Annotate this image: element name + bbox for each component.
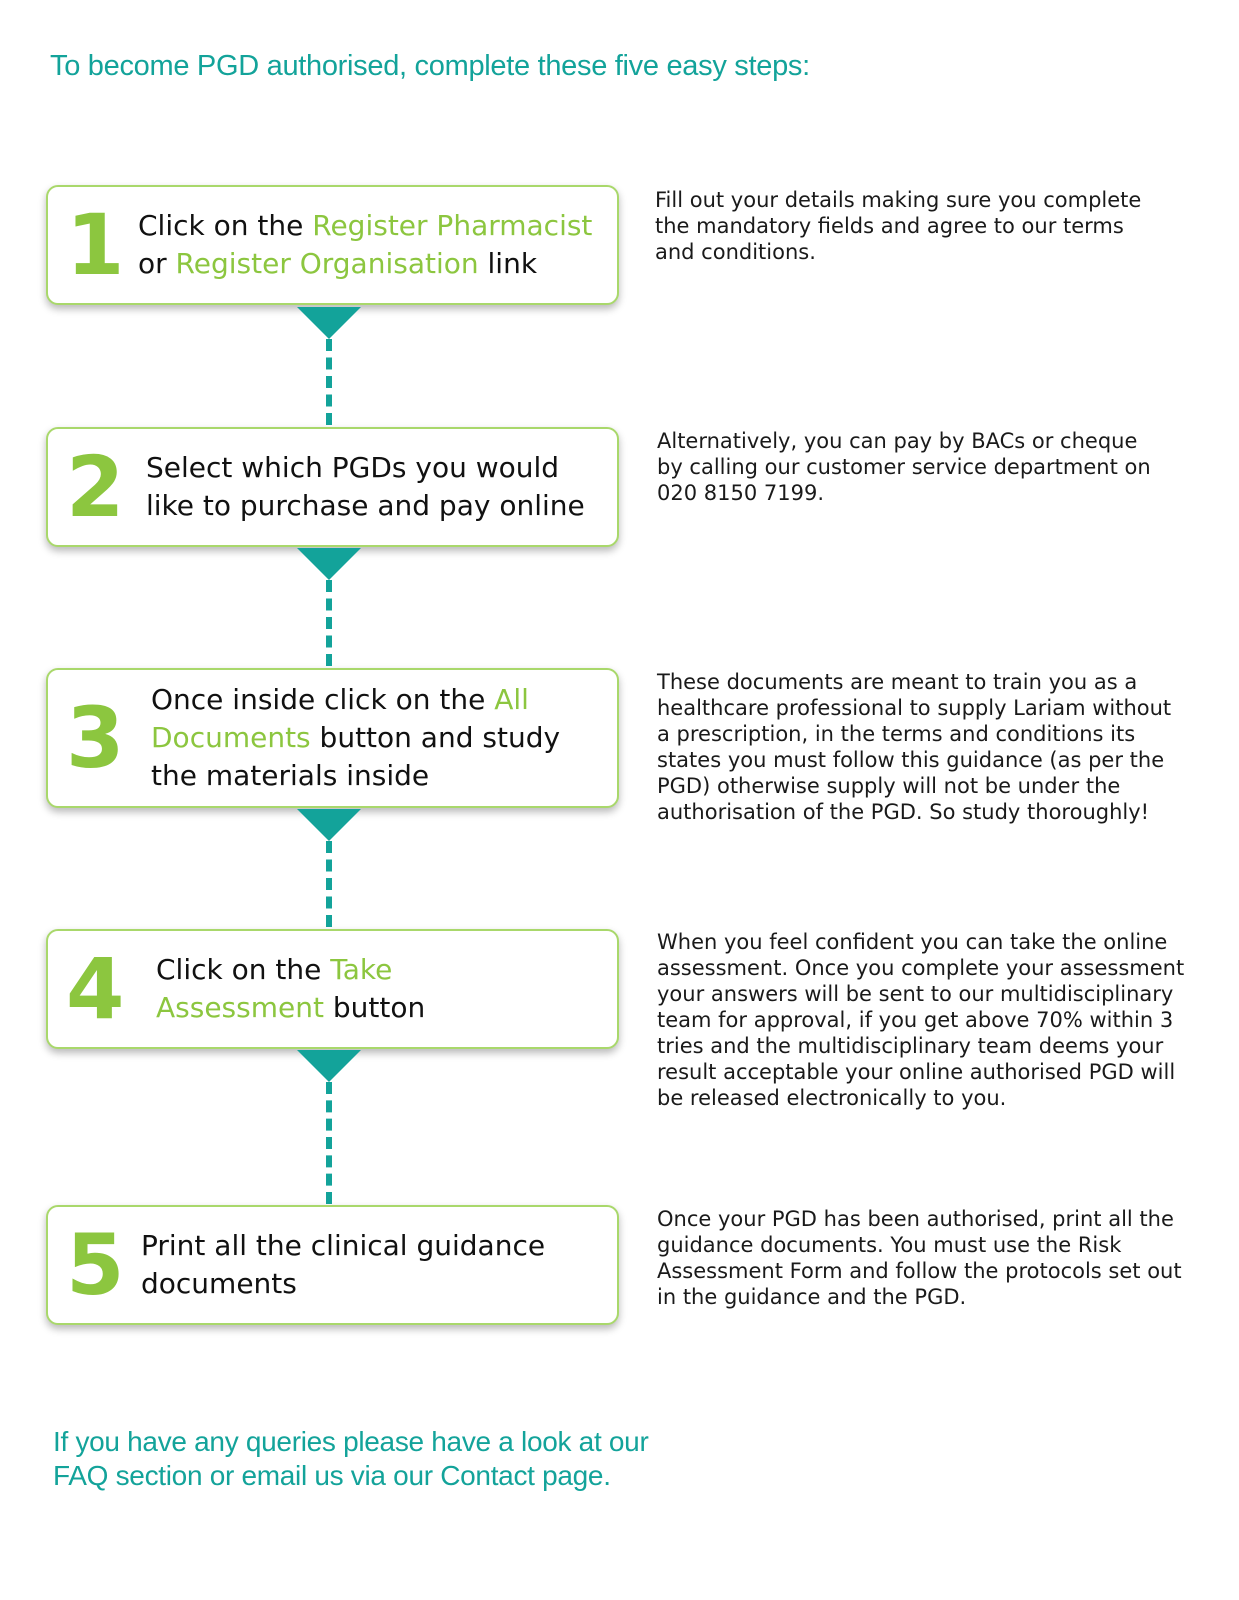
connector-arrow-4 <box>297 1050 361 1082</box>
step-1-text <box>138 207 592 283</box>
step-5-number: 5 <box>66 1216 125 1314</box>
step-2-number: 2 <box>66 438 125 536</box>
step-5-line-1: Print all the clinical guidance <box>141 1229 546 1262</box>
step-4-text <box>156 951 425 1027</box>
step-4-number: 4 <box>66 940 125 1038</box>
step-5-box <box>46 1205 619 1325</box>
all-documents-button-label-cont[interactable]: Documents <box>151 721 311 754</box>
step-3-line-1: Once inside click on the All <box>151 683 529 716</box>
step-3-number: 3 <box>66 689 125 787</box>
step-2-line-2: like to purchase and pay online <box>146 489 585 522</box>
step-4-description: When you feel confident you can take the online assessment. Once you complete your assessment your answers will be sent to our multidisciplinary team for approval, if you get above 70% within 3 tries and the multidisciplinary team deems your result acceptable your online authorised PGD will be released electronically to you. <box>657 930 1185 1110</box>
step-5-line-2: documents <box>141 1267 297 1300</box>
step-2-text <box>146 449 585 525</box>
step-1-line-2: or Register Organisation link <box>138 247 538 280</box>
connector-line-1 <box>326 339 332 425</box>
register-organisation-link[interactable]: Register Organisation <box>175 247 479 280</box>
connector-line-2 <box>326 580 332 666</box>
step-4-line-1: Click on the Take <box>156 953 393 986</box>
take-assessment-button-label[interactable]: Take <box>330 953 393 986</box>
register-pharmacist-link[interactable]: Register Pharmacist <box>312 209 593 242</box>
connector-arrow-1 <box>297 307 361 339</box>
step-3-description: These documents are meant to train you as a healthcare professional to supply Lariam without a prescription, in the terms and conditions its states you must follow this guidance (as per the PGD) otherwise supply will not be under the authorisation of the PGD. So study thoroughly! <box>657 670 1172 824</box>
all-documents-button-label[interactable]: All <box>494 683 529 716</box>
step-1-box <box>46 185 619 305</box>
step-1-line-1: Click on the Register Pharmacist <box>138 209 593 242</box>
connector-line-3 <box>326 841 332 927</box>
take-assessment-button-label-cont[interactable]: Assessment <box>156 991 324 1024</box>
step-1-description: Fill out your details making sure you complete the mandatory fields and agree to our terms and conditions. <box>655 188 1142 264</box>
step-1-number: 1 <box>66 196 125 294</box>
connector-line-4 <box>326 1082 332 1204</box>
connector-arrow-2 <box>297 548 361 580</box>
step-3-line-2: Documents button and study <box>151 721 561 754</box>
step-3-box <box>46 668 619 808</box>
step-3-line-3: the materials inside <box>151 759 430 792</box>
step-3-text <box>151 681 560 795</box>
footer-note: If you have any queries please have a look at our FAQ section or email us via our Contact page. <box>53 1426 649 1491</box>
step-2-box <box>46 427 619 547</box>
step-5-text <box>141 1227 545 1303</box>
step-2-line-1: Select which PGDs you would <box>146 451 560 484</box>
step-2-description: Alternatively, you can pay by BACs or cheque by calling our customer service department on 020 8150 7199. <box>657 429 1151 505</box>
step-4-line-2: Assessment button <box>156 991 426 1024</box>
connector-arrow-3 <box>297 809 361 841</box>
page-heading: To become PGD authorised, complete these five easy steps: <box>50 50 810 82</box>
step-4-box <box>46 929 619 1049</box>
step-5-description: Once your PGD has been authorised, print all the guidance documents. You must use the Risk Assessment Form and follow the protocols set out in the guidance and the PGD. <box>657 1207 1182 1309</box>
